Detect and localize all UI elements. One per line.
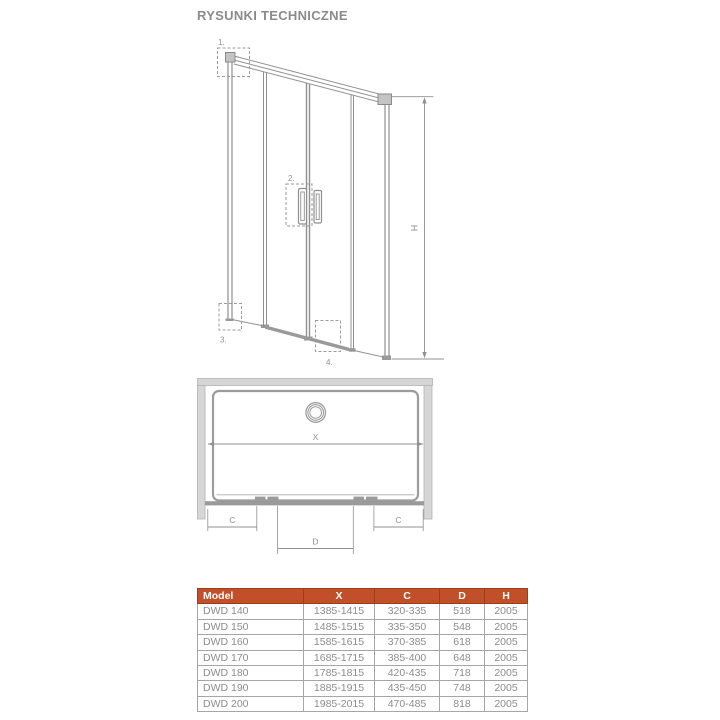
height-dimension bbox=[392, 97, 445, 359]
width-dimension-label: X bbox=[312, 432, 319, 442]
cell-model: DWD 150 bbox=[198, 619, 304, 634]
cell-model: DWD 200 bbox=[198, 696, 304, 711]
bottom-track bbox=[232, 320, 384, 358]
cell-h: 2005 bbox=[485, 604, 528, 619]
cell-d: 548 bbox=[440, 619, 485, 634]
page-title: RYSUNKI TECHNICZNE bbox=[197, 8, 348, 23]
top-view-drawing bbox=[198, 379, 433, 555]
cell-d: 518 bbox=[440, 604, 485, 619]
cell-x: 1385-1415 bbox=[304, 604, 375, 619]
cell-h: 2005 bbox=[485, 635, 528, 650]
cell-h: 2005 bbox=[485, 650, 528, 665]
cell-c: 320-335 bbox=[375, 604, 440, 619]
cell-c: 470-485 bbox=[375, 696, 440, 711]
cell-x: 1585-1615 bbox=[304, 635, 375, 650]
right-wall-profile bbox=[382, 105, 391, 360]
cell-h: 2005 bbox=[485, 666, 528, 681]
callout-label-3: 3. bbox=[220, 335, 227, 345]
rail-left-cap bbox=[226, 53, 236, 63]
cell-x: 1785-1815 bbox=[304, 666, 375, 681]
cell-model: DWD 140 bbox=[198, 604, 304, 619]
spec-row bbox=[198, 604, 528, 619]
cell-x: 1985-2015 bbox=[304, 696, 375, 711]
spec-row bbox=[198, 635, 528, 650]
cell-d: 618 bbox=[440, 635, 485, 650]
cell-x: 1485-1515 bbox=[304, 619, 375, 634]
cell-h: 2005 bbox=[485, 681, 528, 696]
spec-row bbox=[198, 619, 528, 634]
right-panel-edge bbox=[349, 95, 356, 352]
side-dimension-left-label: C bbox=[229, 515, 236, 525]
spec-table bbox=[197, 588, 527, 712]
header-model: Model bbox=[198, 589, 304, 604]
height-dimension-label: H bbox=[409, 224, 420, 232]
callout-label-2: 2. bbox=[288, 174, 295, 183]
cell-model: DWD 180 bbox=[198, 666, 304, 681]
header-h: H bbox=[485, 589, 528, 604]
cell-c: 435-450 bbox=[375, 681, 440, 696]
spec-row bbox=[198, 666, 528, 681]
side-dimension-left bbox=[208, 515, 257, 527]
cell-h: 2005 bbox=[485, 696, 528, 711]
shower-tray bbox=[213, 391, 418, 501]
cell-c: 385-400 bbox=[375, 650, 440, 665]
door-dimension bbox=[278, 537, 354, 549]
cell-model: DWD 160 bbox=[198, 635, 304, 650]
side-dimension-right-label: C bbox=[395, 515, 402, 525]
rail-right-cap bbox=[378, 94, 392, 105]
callout-label-4: 4. bbox=[326, 358, 333, 367]
cell-x: 1685-1715 bbox=[304, 650, 375, 665]
cell-x: 1885-1915 bbox=[304, 681, 375, 696]
cell-d: 648 bbox=[440, 650, 485, 665]
spec-header-row bbox=[198, 589, 528, 604]
cell-c: 335-350 bbox=[375, 619, 440, 634]
cell-d: 748 bbox=[440, 681, 485, 696]
spec-row bbox=[198, 681, 528, 696]
spec-row bbox=[198, 696, 528, 711]
spec-row bbox=[198, 650, 528, 665]
front-view-drawing bbox=[218, 38, 445, 367]
header-c: C bbox=[375, 589, 440, 604]
detail-callout-box-3 bbox=[219, 304, 242, 331]
header-d: D bbox=[440, 589, 485, 604]
left-panel-edge bbox=[261, 72, 269, 328]
extension-lines bbox=[208, 506, 423, 554]
cell-c: 370-385 bbox=[375, 635, 440, 650]
cell-h: 2005 bbox=[485, 619, 528, 634]
door-dimension-label: D bbox=[312, 536, 319, 547]
callout-label-1: 1. bbox=[218, 38, 225, 47]
cell-model: DWD 170 bbox=[198, 650, 304, 665]
cell-model: DWD 190 bbox=[198, 681, 304, 696]
cell-c: 420-435 bbox=[375, 666, 440, 681]
left-wall-profile bbox=[226, 62, 234, 321]
cell-d: 718 bbox=[440, 666, 485, 681]
side-dimension-right bbox=[374, 515, 423, 527]
header-x: X bbox=[304, 589, 375, 604]
cell-d: 818 bbox=[440, 696, 485, 711]
